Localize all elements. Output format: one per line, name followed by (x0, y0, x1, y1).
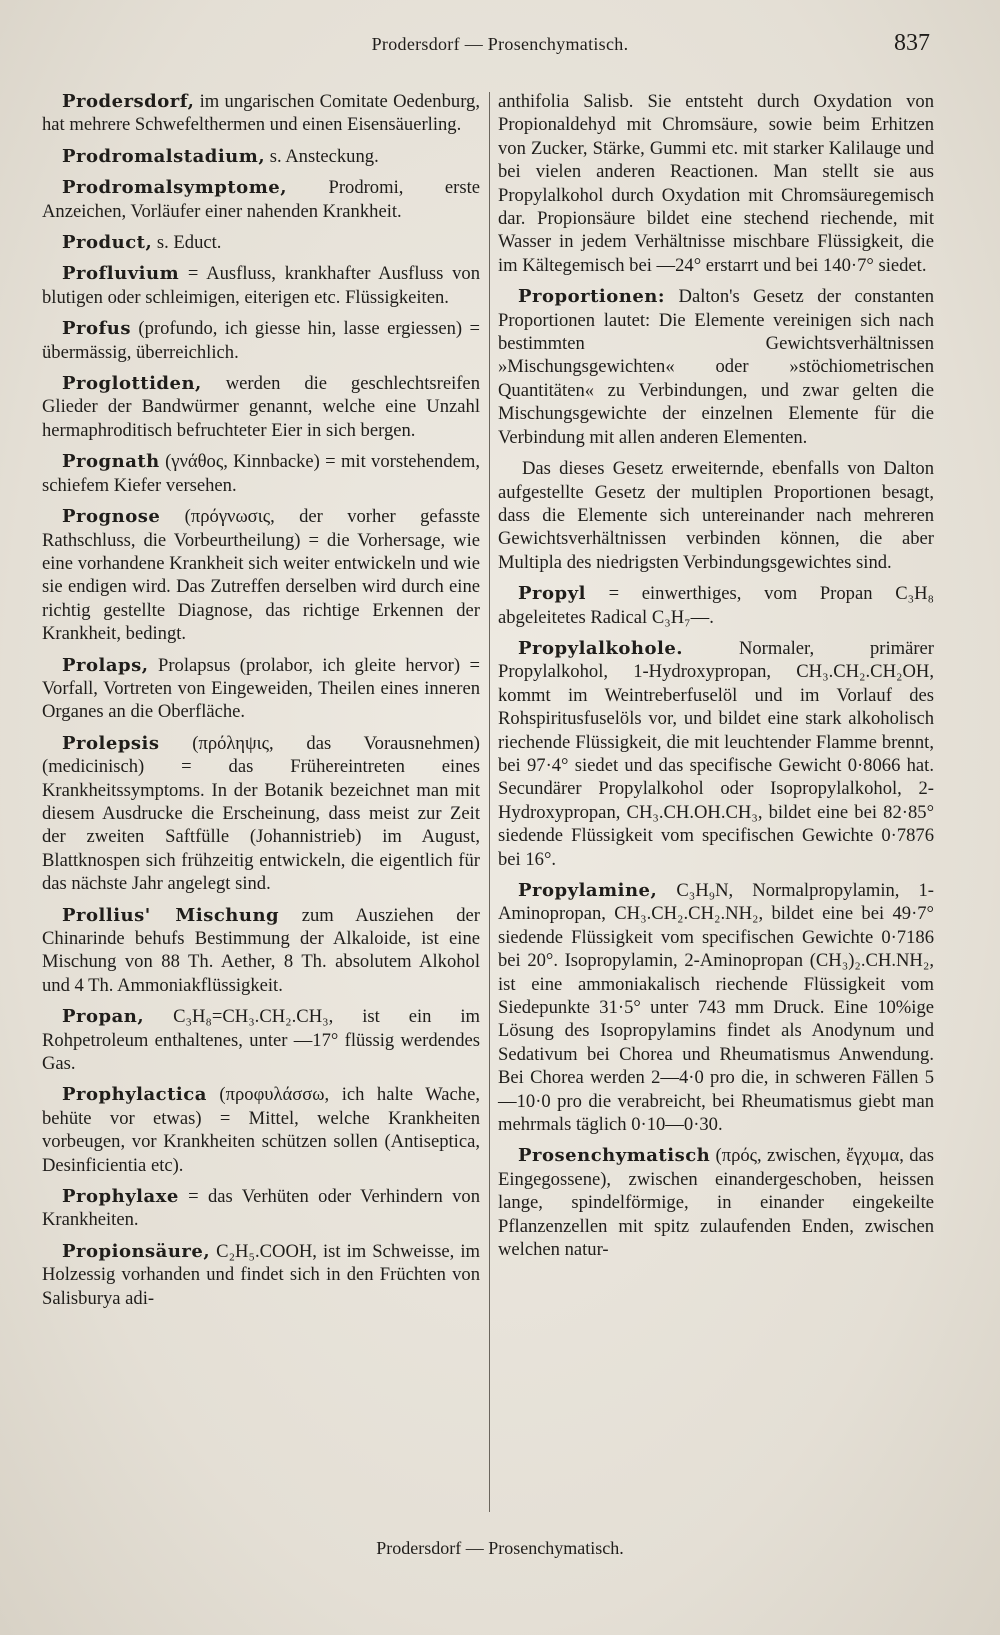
dictionary-entry (42, 505, 480, 645)
running-header-title: Prodersdorf — Prosenchymatisch. (371, 34, 629, 54)
dictionary-entry (42, 1185, 480, 1232)
dictionary-entry (42, 732, 480, 896)
dictionary-entry (42, 1083, 480, 1177)
dictionary-entry (42, 372, 480, 442)
entry-headword: Prognose (62, 506, 161, 528)
dictionary-entry (42, 231, 480, 254)
dictionary-entry (42, 262, 480, 309)
entry-headword: Prognath (62, 451, 160, 473)
entry-text: C₃H₉N, Normalpropylamin, 1-Aminopropan, CH₃.CH₂.CH₂.NH₂, bildet eine bei 49·7° siedende Flüssigkeit vom specifischen Gewichte 0·7186 bei 20°. Isopropylamin, 2-Aminopropan (CH₃)₂.CH.NH₂, ist eine ammoniakalisch riechende Flüssigkeit vom Siedepunkte 31·5° unter 743 mm Druck. Eine 10%ige Lösung des Isopropylamins findet als Anodynum und Sedativum bei Chorea und Rheumatismus Anwendung. Bei Chorea werden 2—4·0 pro die, in schweren Fällen 5—10·0 pro die verabreicht, bei Rheumatismus giebt man mehrmals täglich 0·10—0·30. (498, 880, 934, 1136)
entry-headword: Prophylaxe (62, 1186, 179, 1208)
entry-text: (γνάθος, Kinnbacke) = mit vorstehendem, schiefem Kiefer versehen. (42, 451, 480, 496)
dictionary-entry (42, 176, 480, 223)
entry-headword: Prophylactica (62, 1084, 207, 1106)
dictionary-entry (42, 90, 480, 137)
entry-text: Das dieses Gesetz erweiternde, ebenfalls von Dalton aufgestellte Gesetz der multiplen Proportionen besagt, dass die Elemente sich untereinander nach mehreren Gewichtsverhältnissen verbinden können, die aber Multipla des niedrigsten Verbindungsgewichtes sind. (498, 458, 934, 573)
dictionary-entry (498, 1144, 934, 1261)
entry-headword: Product, (62, 232, 153, 254)
page-number: 837 (894, 30, 930, 56)
dictionary-entry (498, 637, 934, 871)
dictionary-entry (42, 450, 480, 497)
dictionary-entry (498, 285, 934, 449)
dictionary-entry (498, 457, 934, 574)
entry-text: (πρός, zwischen, ἔγχυμα, das Eingegossene), zwischen einandergeschoben, heissen lange, spindelförmige, in einander eingekeilte Pflanzenzellen mit spitz zulaufenden Enden, zwischen welchen natur- (498, 1145, 934, 1261)
entry-headword: Prodromalsymptome, (62, 177, 287, 199)
entry-headword: Prolaps, (62, 654, 149, 676)
entry-text: Dalton's Gesetz der constanten Proportionen lautet: Die Elemente vereinigen sich nach bestimmten Gewichtsverhältnissen »Mischungsgewichten« oder »stöchiometrischen Quantitäten« zu Verbindungen, und zwar gelten die Mischungsgewichte der einzelnen Elemente für die Verbindung mit allen anderen Elementen. (498, 286, 934, 448)
entry-headword: Proglottiden, (62, 373, 202, 395)
entry-text: (πρόληψις, das Vorausnehmen) (medicinisch) = das Frühereintreten eines Krankheitssymptoms. In der Botanik bezeichnet man mit diesem Ausdrucke die Erscheinung, dass meist zur Zeit der zweiten Saftfülle (Johannistrieb) im August, Blattknospen sich frühzeitig entwickeln, die eigentlich für das nächste Jahr angelegt sind. (42, 732, 480, 895)
entry-text: Prodromi, erste Anzeichen, Vorläufer einer nahenden Krankheit. (42, 177, 480, 222)
right-column (498, 90, 934, 1270)
entry-text: C₂H₅.COOH, ist im Schweisse, im Holzessig vorhanden und findet sich in den Früchten von Salisburya adi- (42, 1240, 480, 1309)
column-divider (489, 92, 490, 1512)
entry-text: zum Ausziehen der Chinarinde behufs Bestimmung der Alkaloide, ist eine Mischung von 88 Th. Aether, 8 Th. absolutem Alkohol und 4 Th. Ammoniakflüssigkeit. (42, 904, 480, 996)
entry-text: = einwerthiges, vom Propan C₃H₈ abgeleitetes Radical C₃H₇—. (498, 583, 934, 628)
dictionary-entry (42, 1005, 480, 1075)
entry-headword: Prodersdorf, (62, 91, 195, 112)
entry-headword: Profus (62, 318, 131, 340)
dictionary-entry (42, 1240, 480, 1310)
entry-text: werden die geschlechtsreifen Glieder der Bandwürmer genannt, welche eine Unzahl hermaphroditisch befruchteter Eier in sich bergen. (42, 373, 480, 441)
dictionary-entry (42, 145, 480, 168)
entry-headword: Prollius' Mischung (62, 904, 280, 926)
entry-text: = Ausfluss, krankhafter Ausfluss von blutigen oder schleimigen, eiterigen etc. Flüssigkeiten. (42, 263, 480, 308)
page-header (0, 30, 1000, 64)
left-column (42, 90, 480, 1318)
entry-text: = das Verhüten oder Verhindern von Krankheiten. (42, 1186, 480, 1231)
entry-text: anthifolia Salisb. Sie entsteht durch Oxydation von Propionaldehyd mit Chromsäure, sowie beim Erhitzen von Zucker, Stärke, Gummi etc. mit starker Kalilauge und bei vielen anderen Reactionen. Man stellt sie aus Propylalkohol durch Oxydation mit Chromsäuregemisch dar. Propionsäure bildet eine stechend riechende, mit Wasser in jedem Verhältnisse mischbare Flüssigkeit, die im Kältegemisch bei —24° erstarrt und bei 140·7° siedet. (498, 91, 934, 276)
entry-headword: Propan, (62, 1006, 145, 1028)
entry-text: (πρόγνωσις, der vorher gefasste Rathschluss, die Vorbeurtheilung) = die Vorhersage, wie eine vorhandene Krankheit sich weiter entwickeln und wie sie endigen wird. Das Zutreffen derselben wird durch eine richtig gestellte Diagnose, das richtige Erkennen der Krankheit, bedingt. (42, 506, 480, 645)
dictionary-entry (42, 317, 480, 364)
entry-text: im ungarischen Comitate Oedenburg, hat mehrere Schwefelthermen und einen Eisensäuerling. (42, 91, 480, 136)
entry-text: s. Ansteckung. (265, 145, 379, 167)
page-footer: Prodersdorf — Prosenchymatisch. (376, 1538, 624, 1558)
entry-headword: Proportionen: (518, 286, 666, 308)
entry-text: Normaler, primärer Propylalkohol, 1-Hydroxypropan, CH₃.CH₂.CH₂OH, kommt im Weintreberfuselöl und im Vorlauf des Rohspiritusfuselöls vor, und bildet eine stark alkoholisch riechende Flüssigkeit, die mit leuchtender Flamme brennt, bei 97·4° siedet und das specifische Gewicht 0·8066 hat. Secundärer Propylalkohol oder Isopropylalkohol, 2-Hydroxypropan, CH₃.CH.OH.CH₃, bildet eine bei 82·85° siedende Flüssigkeit vom specifischen Gewichte 0·7876 bei 16°. (498, 637, 934, 870)
dictionary-entry (498, 90, 934, 277)
entry-headword: Prolepsis (62, 732, 160, 754)
entry-headword: Propylamine, (518, 880, 658, 901)
dictionary-entry (498, 879, 934, 1136)
entry-headword: Propyl (518, 583, 586, 605)
entry-text: Prolapsus (prolabor, ich gleite hervor) = Vorfall, Vortreten von Eingeweiden, Theilen eines inneren Organes an die Oberfläche. (42, 654, 480, 723)
entry-text: C₃H₈=CH₃.CH₂.CH₃, ist ein im Rohpetroleum enthaltenes, unter —17° flüssig werdendes Gas. (42, 1006, 480, 1075)
dictionary-entry (42, 654, 480, 724)
entry-text: (προφυλάσσω, ich halte Wache, behüte vor etwas) = Mittel, welche Krankheiten vorbeugen, vor Krankheiten schützen sollen (Antiseptica, Desinficientia etc). (42, 1084, 480, 1176)
entry-headword: Propionsäure, (62, 1240, 211, 1262)
dictionary-entry (42, 904, 480, 998)
entry-text: (profundo, ich giesse hin, lasse ergiessen) = übermässig, überreichlich. (42, 318, 480, 363)
entry-headword: Prodromalstadium, (62, 145, 266, 167)
dictionary-entry (498, 582, 934, 629)
entry-headword: Propylalkohole. (518, 637, 684, 659)
entry-headword: Profluvium (62, 263, 180, 285)
entry-headword: Prosenchymatisch (518, 1145, 711, 1167)
entry-text: s. Educt. (152, 232, 222, 254)
